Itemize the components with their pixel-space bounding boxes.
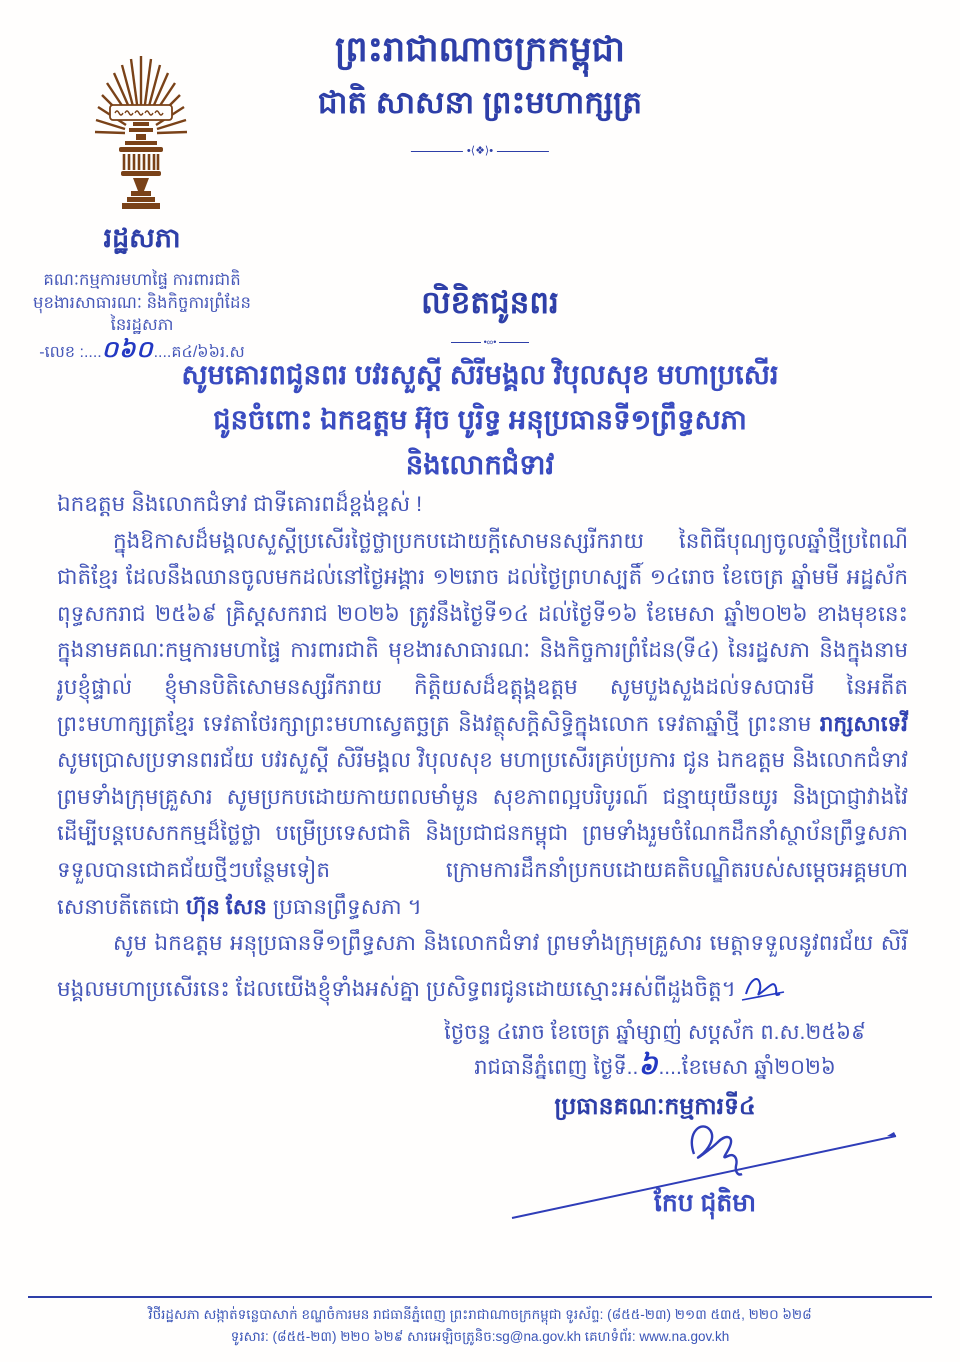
reference-number-handwritten: ០៦០ bbox=[101, 335, 154, 362]
footer-contact-line: ទូរសារ: (៨៥៥-២៣) ២២០ ៦២៩ សារអេឡិចត្រូនិច:sg@na.gov.kh គេហទំព័រ: www.na.gov.kh bbox=[230, 1329, 730, 1344]
header-divider-ornament: •⟨❖⟩• bbox=[411, 146, 549, 157]
paragraph-2 bbox=[57, 925, 908, 1007]
nation-religion-king-motto: ជាតិ សាសនា ព្រះមហាក្សត្រ bbox=[317, 85, 643, 120]
kingdom-title: ព្រះរាជាណាចក្រកម្ពុជា bbox=[334, 30, 625, 69]
footer-rule bbox=[28, 1296, 932, 1298]
letter-body bbox=[57, 486, 908, 1007]
lunar-date-line: ថ្ងៃចន្ទ ៤រោច ខែចេត្រ ឆ្នាំម្សាញ់ សប្ដស័ក ព.ស.២៥៦៩ bbox=[444, 1021, 866, 1044]
commission-name-line1: គណៈកម្មការមហាផ្ទៃ ការពារជាតិ bbox=[43, 271, 241, 289]
footer-address-line: វិថីរដ្ឋសភា សង្កាត់ទន្លេបាសាក់ ខណ្ឌចំការមន រាជធានីភ្នំពេញ ព្រះរាជាណាចក្រកម្ពុជា ទូរស័ព្ទ: (៨៥៥-២៣) ២១៣ ៥៣៥, ២២០ ៦២៨ bbox=[148, 1307, 812, 1322]
date-day-handwritten: ៦ bbox=[638, 1050, 659, 1080]
place-date-line bbox=[380, 1049, 930, 1084]
place-date-suffix: ....ខែមេសា ឆ្នាំ២០២៦ bbox=[658, 1056, 836, 1079]
document-title: លិខិតជូនពរ bbox=[421, 285, 559, 320]
paragraph-1 bbox=[57, 523, 908, 926]
commission-name-line2: មុខងារសាធារណៈ និងកិច្ចការព្រំដែន bbox=[33, 293, 251, 312]
paragraph-2-text: សូម ឯកឧត្ដម អនុប្រធានទី១ព្រឹទ្ធសភា និងលោកជំទាវ ព្រមទាំងក្រុមគ្រួសារ មេត្តាទទួលនូវពរជ័យ សិរីមង្គលមហាប្រសើរនេះ ដែលយើងខ្ញុំទាំងអស់គ្នា ប្រសិទ្ធពរជូនដោយស្មោះអស់ពីដួងចិត្ត។ bbox=[57, 931, 908, 1001]
signer-name: កែប ជុតិមា bbox=[653, 1189, 757, 1217]
senate-president-name: ហ៊ុន សែន bbox=[185, 894, 267, 919]
paragraph-1-text-a: ក្នុងឱកាសដ៏មង្គលសួស្ដីប្រសើរថ្លៃថ្លាប្រកបដោយក្ដីសោមនស្សរីករាយ នៃពិធីបុណ្យចូលឆ្នាំថ្មីប្រពៃណីជាតិខ្មែរ ដែលនឹងឈានចូលមកដល់នៅថ្ងៃអង្គារ ១២រោច ដល់ថ្ងៃព្រហស្បតិ៍ ១៤រោច ខែចេត្រ ឆ្នាំមមី អដ្ឋស័ក ពុទ្ធសករាជ ២៥៦៩ គ្រិស្ដសករាជ ២០២៦ ត្រូវនឹងថ្ងៃទី១៤ ដល់ថ្ងៃទី១៦ ខែមេសា ឆ្នាំ២០២៦ ខាងមុខនេះ ក្នុងនាមគណៈកម្មការមហាផ្ទៃ ការពារជាតិ មុខងារសាធារណៈ និងកិច្ចការព្រំដែន(ទី៤) នៃរដ្ឋសភា និងក្នុងនាមរូបខ្ញុំផ្ទាល់ ខ្ញុំមានបិតិសោមនស្សរីករាយ កិត្តិយសដ៏ឧត្តុង្គឧត្តម សូមបួងសួងដល់ទសបារមី នៃអតីតព្រះមហាក្សត្រខ្មែរ ទេវតាថែរក្សាព្រះមហាស្វេតច្ឆត្រ និងវត្ថុសក្ដិសិទ្ធិក្នុងលោក ទេវតាឆ្នាំថ្មី ព្រះនាម bbox=[57, 528, 908, 736]
signer-title: ប្រធានគណៈកម្មការទី៤ bbox=[554, 1093, 756, 1119]
salutation-block bbox=[60, 352, 900, 487]
paragraph-1-text-c: ប្រធានព្រឹទ្ធសភា ។ bbox=[266, 894, 422, 919]
salutation-line2: ជូនចំពោះ ឯកឧត្ដម អ៊ុច បូរិទ្ធ អនុប្រធានទី១ព្រឹទ្ធសភា bbox=[213, 404, 747, 435]
commission-name-line3: នៃរដ្ឋសភា bbox=[110, 316, 174, 334]
new-year-angel-name: រាក្សសាទេវី bbox=[819, 711, 908, 736]
footer-contact-block bbox=[0, 1304, 960, 1348]
reference-suffix: ....គ៤/៦៦រ.ស bbox=[153, 343, 245, 361]
institution-name: រដ្ឋសភា bbox=[103, 223, 181, 253]
place-date-prefix: រាជធានីភ្នំពេញ ថ្ងៃទី.. bbox=[474, 1056, 639, 1079]
paragraph-1-text-b: សូមប្រោសប្រទានពរជ័យ បវរសួស្ដី សិរីមង្គល វិបុលសុខ មហាប្រសើរគ្រប់ប្រការ ជូន ឯកឧត្ដម និងលោកជំទាវ ព្រមទាំងក្រុមគ្រួសារ សូមប្រកបដោយកាយពលមាំមួន សុខភាពល្អបរិបូរណ៍ ជន្មាយុយឺនយូរ និងប្រាជ្ញាវាងវៃ ដើម្បីបន្តបេសកកម្មដ៏ថ្លៃថ្លា បម្រើប្រទេសជាតិ និងប្រជាជនកម្ពុជា ព្រមទាំងរួមចំណែកដឹកនាំស្ថាប័នព្រឹទ្ធសភាទទួលបានជោគជ័យថ្មីៗបន្ថែមទៀត ក្រោមការដឹកនាំប្រកបដោយគតិបណ្ឌិតរបស់សម្ដេចអគ្គមហាសេនាបតីតេជោ bbox=[57, 748, 908, 919]
letterhead-column bbox=[8, 222, 276, 365]
salutation-line3: និងលោកជំទាវ bbox=[405, 449, 555, 480]
approval-initials-handwritten bbox=[740, 970, 786, 1004]
greeting-line: ឯកឧត្ដម និងលោកជំទាវ ជាទីគោរពដ៏ខ្ពង់ខ្ពស់ ! bbox=[57, 492, 423, 516]
reference-prefix: -លេខ :.... bbox=[39, 343, 102, 361]
title-divider-ornament: •∞• bbox=[440, 338, 540, 347]
salutation-line1: សូមគោរពជូនពរ បវរសួស្ដី សិរីមង្គល វិបុលសុខ មហាប្រសើរ bbox=[181, 359, 779, 390]
